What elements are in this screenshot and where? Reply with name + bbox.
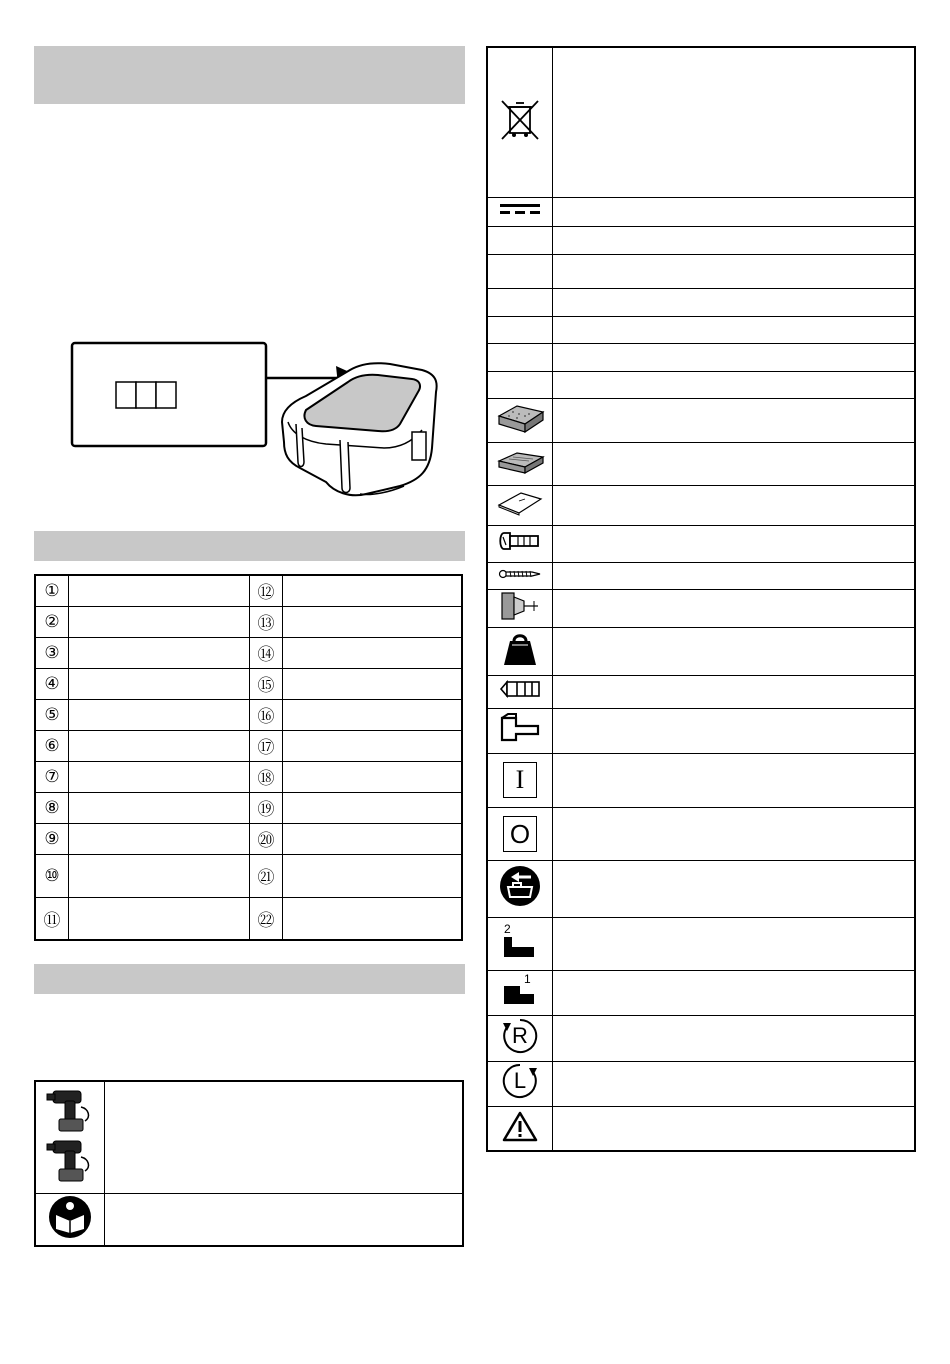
blank-symbol-cell — [487, 316, 553, 343]
part-number: ⑯ — [250, 699, 283, 730]
crossed-bin-icon — [498, 97, 542, 143]
part-name — [69, 823, 250, 854]
section-header-bar-2 — [34, 531, 465, 561]
part-number: ㉑ — [250, 854, 283, 897]
part-name — [283, 897, 463, 940]
part-name — [69, 699, 250, 730]
symbol-desc-tools — [105, 1081, 464, 1193]
part-name — [283, 699, 463, 730]
part-number: ⑩ — [35, 854, 69, 897]
read-manual-icon — [48, 1195, 92, 1239]
step-two-icon — [500, 921, 540, 961]
part-number: ⑬ — [250, 606, 283, 637]
part-name — [69, 761, 250, 792]
parts-row — [35, 575, 462, 606]
symbol-desc-manual — [105, 1193, 464, 1246]
drill-and-impact-driver-icon — [45, 1085, 95, 1185]
hammer-icon — [498, 712, 542, 744]
part-number: ⑳ — [250, 823, 283, 854]
part-number: ⑭ — [250, 637, 283, 668]
part-number: ⑦ — [35, 761, 69, 792]
part-number: ㉒ — [250, 897, 283, 940]
part-name — [69, 792, 250, 823]
section-header-bar-1 — [34, 46, 465, 104]
part-name — [283, 761, 463, 792]
parts-row — [35, 606, 462, 637]
blank-symbol-cell — [487, 288, 553, 316]
manual-booklet-icon — [495, 489, 545, 517]
part-number: ⑨ — [35, 823, 69, 854]
part-name — [283, 792, 463, 823]
part-number: ④ — [35, 668, 69, 699]
part-number: ② — [35, 606, 69, 637]
part-name — [69, 897, 250, 940]
part-number: ⑱ — [250, 761, 283, 792]
part-name — [69, 668, 250, 699]
rotation-right-label: R — [512, 1022, 528, 1048]
part-name — [69, 637, 250, 668]
off-switch-icon — [503, 816, 537, 852]
battery-pack-slim-icon — [495, 447, 545, 475]
on-label: I — [515, 765, 525, 794]
battery-removal-icon — [499, 865, 541, 907]
blank-symbol-cell — [487, 371, 553, 398]
parts-row — [35, 897, 462, 940]
part-name — [283, 637, 463, 668]
blank-symbol-cell — [487, 254, 553, 288]
blank-symbol-cell — [487, 343, 553, 371]
part-name — [69, 575, 250, 606]
part-name — [283, 575, 463, 606]
lot-digit-box-3 — [156, 382, 176, 408]
drill-bit-chuck-icon — [498, 591, 542, 621]
rotation-right-icon — [501, 1017, 539, 1055]
symbols-table-right — [486, 46, 916, 1152]
symbol-row-manual — [35, 1193, 105, 1246]
wood-screw-icon — [498, 568, 542, 580]
part-name — [283, 730, 463, 761]
parts-row — [35, 699, 462, 730]
parts-row — [35, 637, 462, 668]
parts-row — [35, 730, 462, 761]
part-number: ⑮ — [250, 668, 283, 699]
part-number: ⑫ — [250, 575, 283, 606]
part-name — [283, 823, 463, 854]
rotation-left-icon — [501, 1062, 539, 1100]
parts-row — [35, 761, 462, 792]
parts-row — [35, 668, 462, 699]
lot-digit-box-1 — [116, 382, 136, 408]
part-number: ⑰ — [250, 730, 283, 761]
rotation-left-label: L — [513, 1068, 527, 1093]
part-number: ⑲ — [250, 792, 283, 823]
part-name — [283, 854, 463, 897]
part-number: ⑥ — [35, 730, 69, 761]
part-number: ⑪ — [35, 897, 69, 940]
warning-triangle-icon — [502, 1110, 538, 1142]
section-header-bar-3 — [34, 964, 465, 994]
part-number: ⑧ — [35, 792, 69, 823]
battery-pack-illustration — [60, 330, 450, 505]
direct-current-icon — [498, 202, 542, 216]
part-name — [69, 854, 250, 897]
parts-row — [35, 792, 462, 823]
step-one-label: 1 — [524, 972, 531, 986]
part-name — [69, 606, 250, 637]
off-label: O — [509, 818, 531, 849]
battery-pack-large-icon — [495, 402, 545, 434]
on-switch-icon — [503, 762, 537, 798]
parts-list-table — [34, 574, 463, 941]
blank-symbol-cell — [487, 226, 553, 254]
step-one-icon — [500, 972, 540, 1008]
part-number: ⑤ — [35, 699, 69, 730]
part-number: ③ — [35, 637, 69, 668]
step-two-label: 2 — [504, 922, 511, 936]
symbol-row-tools — [35, 1081, 105, 1193]
part-name — [283, 606, 463, 637]
weight-icon — [502, 631, 538, 667]
parts-row — [35, 823, 462, 854]
symbols-table-left — [34, 1080, 464, 1247]
part-name — [283, 668, 463, 699]
lot-digit-box-2 — [136, 382, 156, 408]
bolt-icon — [498, 529, 542, 553]
part-number: ① — [35, 575, 69, 606]
wood-drill-bit-icon — [498, 679, 542, 699]
parts-row — [35, 854, 462, 897]
part-name — [69, 730, 250, 761]
